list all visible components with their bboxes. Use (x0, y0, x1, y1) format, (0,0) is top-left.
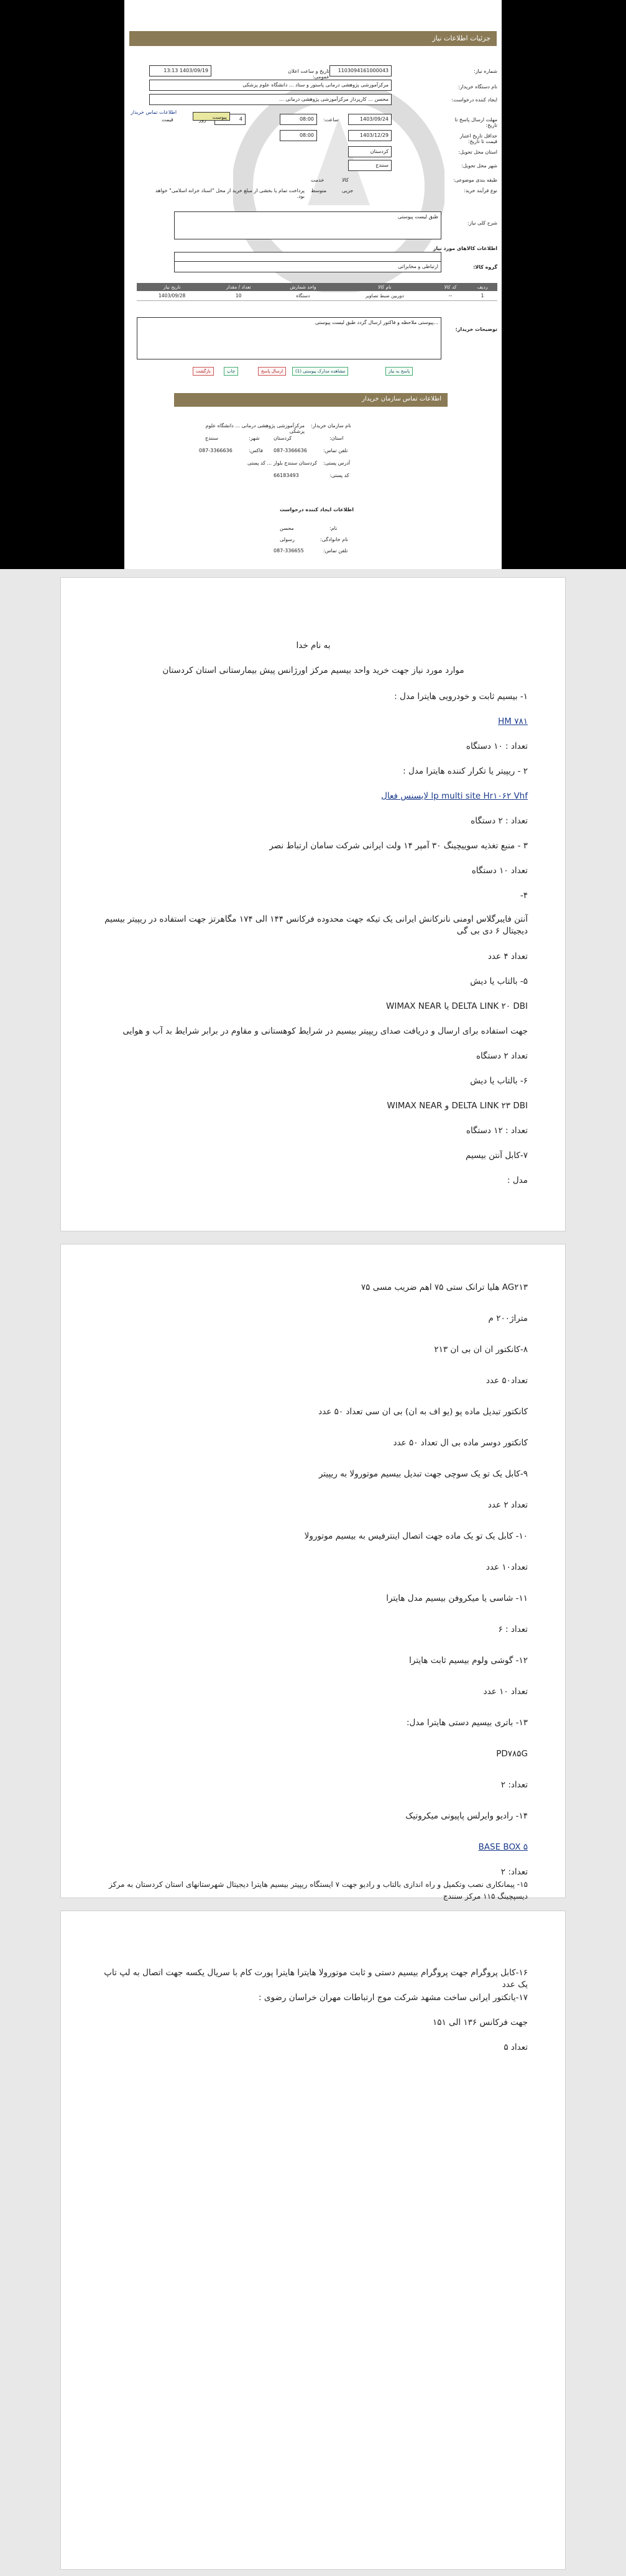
goods-table (137, 283, 497, 301)
page1-line-6: تعداد : ۲ دستگاه (471, 816, 528, 826)
org-name: مرکزآموزشی پژوهشی درمانی ... دانشگاه علوم پزشکی (205, 423, 305, 434)
page1-line-1: ۱- بیسیم ثابت و خودرویی هایترا مدل : (394, 692, 528, 702)
org-postal-label: کد پستی: (329, 473, 349, 478)
page1-line-16: ۶- بالتاب یا دیش (470, 1076, 528, 1086)
page1-line-9: ۴- (520, 891, 528, 901)
announce-field: 1403/09/19 13:13 (149, 65, 211, 76)
cell-row: 1 (467, 291, 497, 301)
page3-line-4: تعداد ۵ (504, 2042, 528, 2052)
attachments-button[interactable]: مشاهده مدارک پیوستی (1) (292, 367, 348, 376)
th-code: کد کالا (433, 283, 467, 291)
req-name-label: نام: (329, 526, 338, 531)
page2-line-9: ۱۰- کابل یک تو یک ماده جهت اتصال اینترفیس به بیسیم موتورولا (304, 1531, 528, 1541)
group-label: گروه کالا: (473, 264, 497, 270)
th-row: ردیف (467, 283, 497, 291)
page2-line-14: تعداد ۱۰ عدد (483, 1687, 528, 1697)
page1-heading: به نام خدا (296, 641, 331, 651)
need-number-label: شماره نیاز: (474, 68, 497, 74)
cell-date: 1403/09/28 (137, 291, 207, 301)
requester-label: ایجاد کننده درخواست: (451, 97, 497, 103)
cell-qty: 10 (207, 291, 270, 301)
budget-option-1[interactable]: کالا (342, 177, 349, 183)
org-postal: 66183493 (274, 473, 299, 478)
desc-label: شرح کلی نیاز: (467, 220, 497, 226)
validity-date-field: 1403/12/29 (348, 130, 392, 141)
page1-line-4: ۲ - ریپیتر یا تکرار کننده هایترا مدل : (403, 766, 528, 776)
validity-label: حداقل تاریخ اعتبار قیمت تا تاریخ: (459, 133, 497, 144)
page2-line-8: تعداد ۲ عدد (487, 1500, 528, 1510)
org-phone: 087-3366636 (274, 448, 307, 453)
req-phone-label: تلفن تماس: (323, 548, 348, 554)
req-family-label: نام خانوادگی: (320, 537, 348, 542)
page2-line-16: PD۷۸۵G (496, 1749, 528, 1759)
announce-label: تاریخ و ساعت اعلان عمومی: (288, 68, 329, 80)
purchase-type-label: نوع فرآیند خرید: (464, 188, 497, 193)
page1-line-19: ۷-کابل آنتن بیسیم (465, 1151, 528, 1161)
page2-line-3: ۸-کانکتور ان ان بی ان ۲۱۳ (434, 1345, 528, 1355)
page2-line-7: ۹-کابل یک تو یک سوچی جهت تبدیل بیسیم موتورولا به ریپیتر (318, 1469, 528, 1479)
price-validity-label: قیمت (162, 117, 173, 123)
back-button[interactable]: بازگشت (193, 367, 214, 376)
org-province-label: استان: (329, 435, 344, 441)
form-header: جزئیات اطلاعات نیاز (129, 31, 497, 46)
buyer-field: مرکزآموزشی پژوهشی درمانی پاستور و ستاد ... دانشگاه علوم پزشکی (149, 80, 392, 91)
org-city: سنندج (205, 435, 218, 441)
page2-line-19: BASE BOX ۵ (478, 1842, 528, 1852)
page2-line-2: متراژ۲۰۰ م (488, 1313, 528, 1323)
org-address: کردستان سنندج بلوار ... کد پستی (247, 460, 317, 466)
budget-option-2[interactable]: خدمت (311, 177, 325, 183)
org-address-label: آدرس پستی: (323, 460, 351, 466)
page2-line-13: ۱۲- گوشی ولوم بیسیم ثابت هایترا (409, 1656, 528, 1666)
page1-line-10: آنتن فایبرگلاس اومنی نانرکانش ایرانی یک تیکه جهت محدوده فرکانس ۱۴۴ الی ۱۷۴ مگاهرتز جهت استفاده در ریپیتر بیسیم دیجیتال ۶ دی بی گی (104, 914, 528, 936)
page2-line-18: ۱۴- رادیو وایرلس پاپیونی میکروتیک (405, 1811, 528, 1821)
page1-line-18: تعداد : ۱۲ دستگاه (466, 1126, 528, 1136)
payment-note: پرداخت تمام یا بخشی از مبلغ خرید از محل "اسناد خزانه اسلامی" خواهد بود. (155, 188, 305, 199)
goods-label: اطلاعات کالاهای مورد نیاز (433, 246, 497, 251)
need-number-field: 1103094161000043 (329, 65, 392, 76)
reply-time-label: ساعت: (323, 117, 339, 123)
page1-line-7: ۳ - منبع تغذیه سوییچینگ ۳۰ آمپر ۱۴ ولت ایرانی شرکت سامان ارتباط نصر (269, 841, 528, 851)
table-row (137, 291, 497, 301)
page1-line-5: lp multi site Hr۱۰۶۲ Vhf لایسنس فعال (381, 791, 528, 801)
req-phone: 087-336655 (274, 548, 304, 554)
page1-line-8: تعداد ۱۰ دستگاه (471, 866, 528, 876)
page2-line-12: تعداد : ۶ (498, 1624, 528, 1634)
validity-time-field: 08:00 (280, 130, 317, 141)
requester-section-title: اطلاعات ایجاد کننده درخواست (280, 507, 354, 512)
buyer-notes-field: ...پیوستی ملاحظه و فاکتور ارسال گردد طبق لیست پیوستی (137, 317, 441, 359)
org-city-label: شهر: (249, 435, 260, 441)
buyer-label: نام دستگاه خریدار: (458, 84, 497, 90)
contact-link[interactable]: اطلاعات تماس خریدار (131, 109, 177, 115)
budget-type-label: طبقه بندی موضوعی: (453, 177, 497, 183)
th-qty: تعداد / مقدار (207, 283, 270, 291)
cell-code: -- (433, 291, 467, 301)
req-name: محسن (280, 526, 294, 531)
document-page-2 (60, 1244, 566, 1901)
page2-line-5: کانکتور تبدیل ماده پو (یو اف به ان) بی ان سی تعداد ۵۰ عدد (318, 1407, 528, 1417)
page1-line-17: DELTA LINK ۲۳ DBI و WIMAX NEAR (387, 1101, 528, 1111)
city-field: سنندج (348, 160, 392, 171)
page1-subheading: موارد مورد نیاز جهت خرید واحد بیسیم مرکز اورژانس پیش بیمارستانی استان کردستان (162, 665, 464, 675)
page2-line-6: کانکتور دوسر ماده بی ال تعداد ۵۰ عدد (393, 1438, 528, 1448)
province-field: کردستان (348, 146, 392, 157)
page2-line-11: ۱۱- شاسی یا میکروفن بیسیم مدل هایترا (386, 1593, 528, 1603)
page2-line-1: AG۲۱۳ هلیا ترانک ستی ۷۵ اهم ضریب مسی ۷۵ (361, 1282, 528, 1292)
group-field: ارتباطی و مخابراتی (174, 261, 441, 272)
desc-field: طبق لیست پیوستی (174, 211, 441, 239)
page1-line-12: ۵- بالتاب یا دیش (470, 976, 528, 986)
page2-line-15: ۱۳- باتری بیسیم دستی هایترا مدل: (406, 1718, 528, 1728)
section-title: اطلاعات تماس سازمان خریدار (174, 393, 448, 407)
page2-line-17: تعداد: ۲ (500, 1780, 528, 1790)
document-page-3 (60, 1911, 566, 2570)
th-name: نام کالا (336, 283, 433, 291)
page3-line-1: ۱۶-کابل پروگرام جهت پروگرام بیسیم دستی و ثابت موتورولا هایترا هایترا پورت کام با سریال یکسه جهت اتصال به لپ تاپ یک عدد (104, 1968, 528, 1990)
page3-line-3: جهت فرکانس ۱۳۶ الی ۱۵۱ (432, 2018, 528, 2027)
page2-line-10: تعداد۱۰ عدد (486, 1562, 528, 1572)
org-fax-label: فاکس: (249, 448, 263, 453)
city-label: شهر محل تحویل: (461, 163, 497, 169)
send-button[interactable]: ارسال پاسخ (258, 367, 286, 376)
th-date: تاریخ نیاز (137, 283, 207, 291)
requester-field: محسن ... کارپرداز مرکزآموزشی پژوهشی درمانی ... (149, 94, 392, 105)
org-fax: 087-3366636 (199, 448, 232, 453)
page1-line-11: تعداد ۴ عدد (487, 952, 528, 961)
th-unit: واحد شمارش (270, 283, 336, 291)
page1-line-15: تعداد ۲ دستگاه (476, 1051, 528, 1061)
req-family: رسولی (280, 537, 295, 542)
page2-line-21: ۱۵- پیمانکاری نصب وتکمیل و راه اندازی بالتاب و رادیو جهت ۷ ایستگاه ریپیتر بیسیم هایترا دیجیتال شهرستانهای استان کردستان به مرکز دیسپچینگ ۱۱۵ مرکز سنندج (109, 1880, 528, 1901)
page2-line-20: تعداد: ۲ (500, 1867, 528, 1877)
page1-line-3: تعداد : ۱۰ دستگاه (466, 741, 528, 751)
document-page-1 (60, 577, 566, 1231)
page1-line-13: DELTA LINK ۲۰ DBI یا WIMAX NEAR (386, 1001, 528, 1011)
cell-unit: دستگاه (270, 291, 336, 301)
form-sheet (124, 0, 502, 569)
page1-line-2: HM ۷۸۱ (498, 716, 528, 726)
page2-line-4: تعداد۵۰ عدد (486, 1376, 528, 1386)
page1-line-20: مدل : (507, 1175, 528, 1185)
days-field: 4 (214, 114, 246, 125)
reply-time-field: 08:00 (280, 114, 317, 125)
reply-date-field: 1403/09/24 (348, 114, 392, 125)
cell-name: دوربین ضبط تصاویر (336, 291, 433, 301)
need-desc-tag[interactable]: پیوست (193, 112, 230, 121)
page1-line-14: جهت استفاده برای ارسال و دریافت صدای ریپیتر بیسیم در شرایط کوهستانی و مقاوم در برابر شرایط بد آب و هوایی (122, 1026, 528, 1036)
reply-deadline-label: مهلت ارسال پاسخ تا تاریخ: (454, 117, 497, 128)
org-phone-label: تلفن تماس: (323, 448, 348, 453)
purchase-option-2[interactable]: متوسط (311, 188, 327, 193)
print-button[interactable]: چاپ (224, 367, 238, 376)
province-label: استان محل تحویل: (458, 149, 497, 155)
org-province: کردستان (274, 435, 292, 441)
reply-button[interactable]: پاسخ به نیاز (385, 367, 413, 376)
buyer-notes-label: توضیحات خریدار: (455, 327, 497, 332)
purchase-option-1[interactable]: جزیی (342, 188, 354, 193)
org-name-label: نام سازمان خریدار: (311, 423, 351, 429)
page3-line-2: ۱۷-یاتکتور ایرانی ساخت مشهد شرکت موج ارتباطات مهران خراسان رضوی : (259, 1993, 528, 2003)
